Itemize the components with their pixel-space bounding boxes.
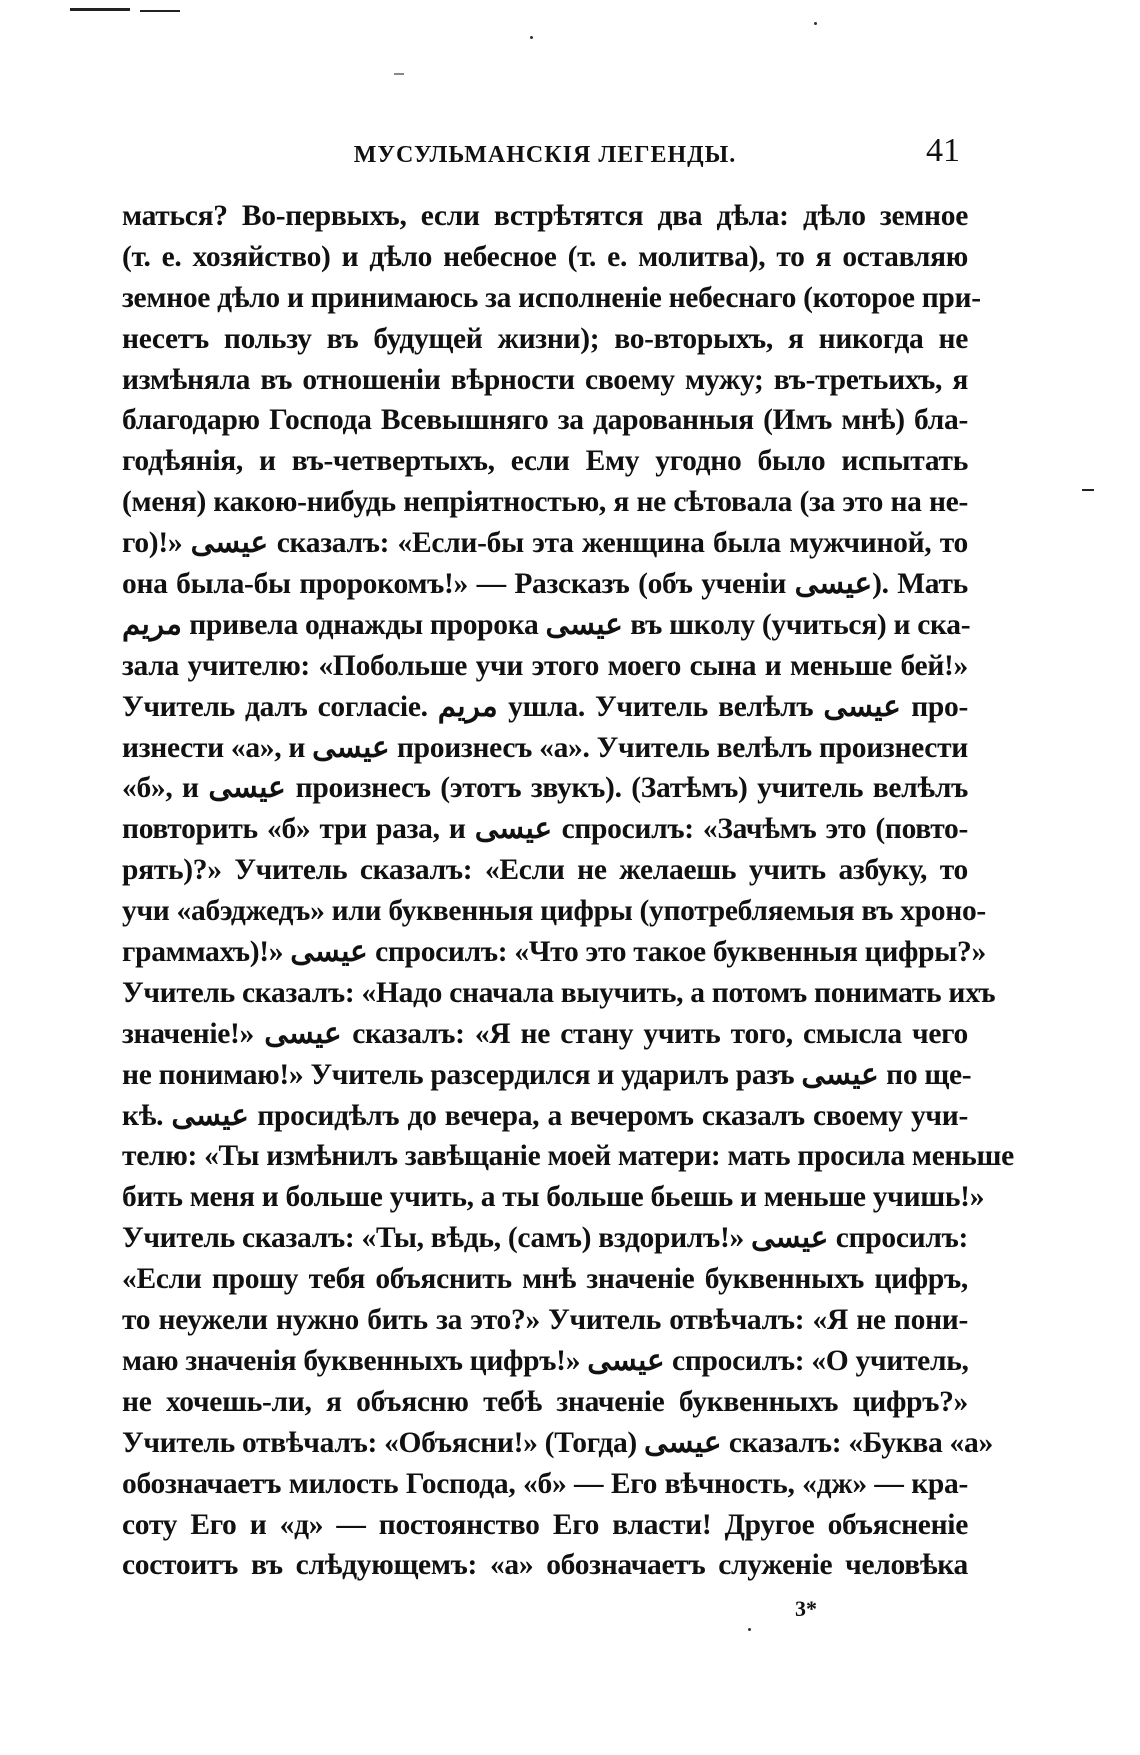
text-line: состоитъ въ слѣдующемъ: «а» обозначаетъ служеніе человѣка [122,1549,968,1582]
text-line: го)!» عيسى сказалъ: «Если-бы эта женщина была мужчиной, то [122,527,968,560]
text-line: маю значенія буквенныхъ цифръ!» عيسى спросилъ: «О учитель, [122,1344,969,1377]
text-line: несетъ пользу въ будущей жизни); во-вторыхъ, я никогда не [122,322,968,355]
text-line: не хочешь-ли, я объясню тебѣ значеніе буквенныхъ цифръ?» [122,1385,968,1418]
text-line: повторить «б» три раза, и عيسى спросилъ: «Зачѣмъ это (повто- [122,813,968,846]
text-line: благодарю Господа Всевышняго за дарованныя (Имъ мнѣ) бла- [122,404,968,437]
text-line: телю: «Ты измѣнилъ завѣщаніе моей матери: мать просила меньше [122,1140,1014,1173]
text-line: значеніе!» عيسى сказалъ: «Я не стану учить того, смысла чего [122,1017,968,1050]
margin-mark [1082,489,1094,491]
scan-speck [748,1628,751,1631]
text-line: соту Его и «д» — постоянство Его власти! Другое объясненіе [122,1508,968,1541]
scan-artifact [70,8,130,11]
page-header [122,128,968,178]
text-line: Учитель отвѣчалъ: «Объясни!» (Тогда) عيسى сказалъ: «Буква «а» [122,1426,993,1459]
text-line: обозначаетъ милость Господа, «б» — Его вѣчность, «дж» — кра- [122,1467,968,1500]
scan-artifact [394,73,404,75]
text-line: земное дѣло и принимаюсь за исполненіе небеснаго (которое при- [122,281,981,314]
text-line: Учитель сказалъ: «Ты, вѣдь, (самъ) вздорилъ!» عيسى спросилъ: [122,1222,969,1255]
scan-speck [530,36,533,39]
text-line: зала учителю: «Побольше учи этого моего сына и меньше бей!» [122,649,968,682]
text-line: изнести «а», и عيسى произнесъ «а». Учитель велѣлъ произнести [122,731,968,764]
text-line: Учитель далъ согласіе. مريم ушла. Учитель велѣлъ عيسى про- [122,690,968,723]
text-line: «Если прошу тебя объяснить мнѣ значеніе буквенныхъ цифръ, [122,1263,968,1296]
text-line: она была-бы пророкомъ!» — Разсказъ (объ ученіи عيسى). Мать [122,568,968,601]
text-line: (т. е. хозяйство) и дѣло небесное (т. е. молитва), то я оставляю [122,240,968,273]
text-line: (меня) какою-нибудь непріятностью, я не сѣтовала (за это на не- [122,486,968,519]
text-line: مريم привела однажды пророка عيسى въ школу (учиться) и ска- [122,608,971,641]
scan-artifact [140,10,180,12]
text-line: Учитель сказалъ: «Надо сначала выучить, а потомъ понимать ихъ [122,976,996,1009]
text-line: граммахъ)!» عيسى спросилъ: «Что это такое буквенныя цифры?» [122,936,986,969]
body-text [122,196,1014,1586]
text-line: измѣняла въ отношеніи вѣрности своему мужу; въ-третьихъ, я [122,363,968,396]
text-line: кѣ. عيسى просидѣлъ до вечера, а вечеромъ сказалъ своему учи- [122,1099,968,1132]
text-line: годѣянія, и въ-четвертыхъ, если Ему угодно было испытать [122,445,968,478]
page-number: 41 [926,132,960,169]
text-line: рять)?» Учитель сказалъ: «Если не желаешь учить азбуку, то [122,854,968,887]
text-line: маться? Во-первыхъ, если встрѣтятся два дѣла: дѣло земное [122,200,968,232]
text-line: учи «абэджедъ» или буквенныя цифры (употребляемыя въ хроно- [122,895,986,928]
text-line: бить меня и больше учить, а ты больше бьешь и меньше учишь!» [122,1181,985,1214]
text-line: не понимаю!» Учитель разсердился и ударилъ разъ عيسى по ще- [122,1058,972,1091]
scan-speck [814,22,817,25]
text-line: «б», и عيسى произнесъ (этотъ звукъ). (Затѣмъ) учитель велѣлъ [122,772,968,805]
text-line: то неужели нужно бить за это?» Учитель отвѣчалъ: «Я не пони- [122,1304,968,1337]
running-title: МУСУЛЬМАНСКІЯ ЛЕГЕНДЫ. [353,142,737,168]
signature-mark: 3* [795,1596,817,1621]
